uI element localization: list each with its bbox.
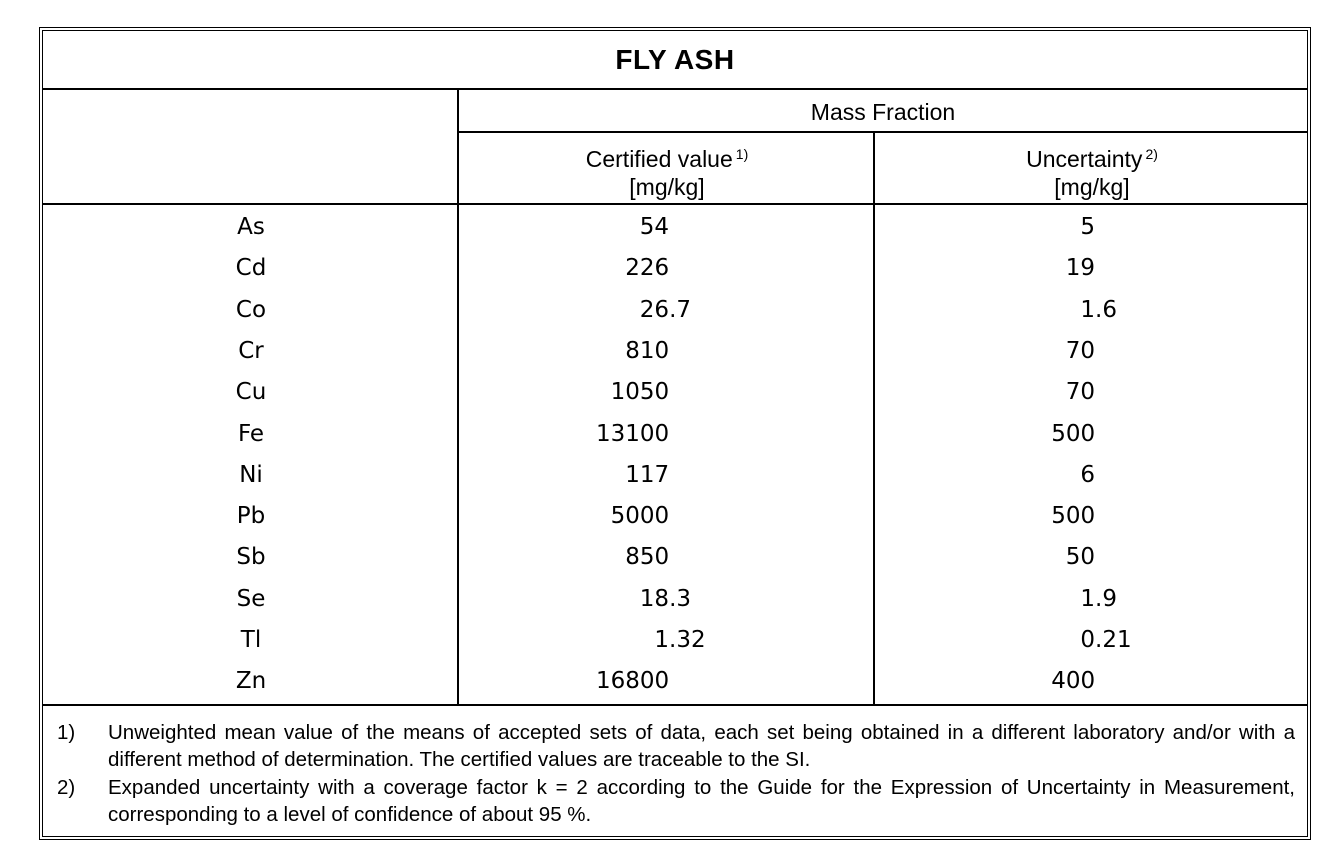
uncertainty-value: 70 xyxy=(1065,337,1096,364)
table-row xyxy=(43,496,1307,537)
certified-value: 26.7 xyxy=(639,296,692,323)
table-row xyxy=(43,455,1307,496)
element-symbol: Tl xyxy=(240,627,262,653)
certified-value: 850 xyxy=(625,544,670,571)
footnote-text: Unweighted mean value of the means of accepted sets of data, each set being obtained in a different laboratory and/or with a different method of determination. The certified values are traceable to the SI. xyxy=(108,721,1295,771)
rule-group xyxy=(459,131,1307,133)
table-row xyxy=(43,537,1307,578)
footnote-label: 1) xyxy=(57,721,76,744)
element-symbol: Fe xyxy=(237,420,265,447)
rule-title xyxy=(43,88,1307,90)
element-symbol: As xyxy=(237,214,265,240)
element-symbol: Zn xyxy=(235,668,267,695)
certified-value: 5000 xyxy=(610,503,670,530)
element-symbol: Pb xyxy=(236,503,266,530)
certified-value: 16800 xyxy=(596,668,670,695)
table-row xyxy=(43,248,1307,289)
table-row xyxy=(43,414,1307,455)
uncertainty-value: 1.9 xyxy=(1080,585,1117,612)
column-header-certified-label: Certified value $^{1)}$ xyxy=(585,145,749,172)
uncertainty-value: 400 xyxy=(1051,668,1096,695)
element-symbol: Sb xyxy=(236,544,266,571)
element-symbol: Ni xyxy=(239,461,263,488)
certified-value: 13100 xyxy=(596,420,670,447)
certified-value: 117 xyxy=(625,461,670,488)
element-symbol: Cu xyxy=(235,379,267,406)
element-symbol: Co xyxy=(235,296,267,323)
certified-value: 1.32 xyxy=(654,627,706,653)
uncertainty-value: 0.21 xyxy=(1080,627,1132,653)
element-symbol: Se xyxy=(236,585,266,612)
table-title: FLY ASH xyxy=(615,44,735,75)
uncertainty-value: 19 xyxy=(1065,255,1096,282)
table-row xyxy=(43,661,1307,702)
footnote-ref-1: 1) xyxy=(735,145,749,162)
element-symbol: Cr xyxy=(238,337,264,364)
uncertainty-value: 500 xyxy=(1051,420,1096,447)
uncertainty-value: 6 xyxy=(1080,461,1096,488)
table-row xyxy=(43,579,1307,620)
column-header-certified-unit: [mg/kg] xyxy=(629,173,705,200)
footnote-label: 2) xyxy=(57,776,76,799)
uncertainty-value: 70 xyxy=(1065,379,1096,406)
certified-value: 1050 xyxy=(610,379,670,406)
footnote-text: Expanded uncertainty with a coverage factor k = 2 according to the Guide for the Expression of Uncertainty in Measurement, corresponding to a level of confidence of about 95 %. xyxy=(108,776,1295,826)
table-row xyxy=(43,331,1307,372)
uncertainty-value: 1.6 xyxy=(1080,296,1117,323)
column-header-certified xyxy=(459,135,875,205)
rule-header xyxy=(43,203,1307,205)
element-symbol: Cd xyxy=(235,255,267,282)
table-row xyxy=(43,207,1307,248)
rule-body xyxy=(43,704,1307,706)
column-header-uncertainty-unit: [mg/kg] xyxy=(1054,173,1130,200)
footnote-ref-2: 2) xyxy=(1145,145,1158,162)
certified-value: 54 xyxy=(639,214,670,240)
certified-value: 226 xyxy=(625,255,670,282)
uncertainty-value: 5 xyxy=(1080,214,1096,240)
table-row xyxy=(43,372,1307,413)
uncertainty-value: 50 xyxy=(1065,544,1096,571)
column-header-uncertainty-label: Uncertainty $^{2)}$ xyxy=(1026,145,1158,172)
table-body xyxy=(43,31,1307,836)
uncertainty-value: 500 xyxy=(1051,503,1096,530)
table-row xyxy=(43,620,1307,661)
certified-value: 810 xyxy=(625,337,670,364)
fly-ash-table xyxy=(39,27,1311,840)
table-row xyxy=(43,290,1307,331)
certified-value: 18.3 xyxy=(639,585,692,612)
group-header-mass-fraction: Mass Fraction xyxy=(810,98,956,125)
column-header-uncertainty xyxy=(875,135,1309,205)
